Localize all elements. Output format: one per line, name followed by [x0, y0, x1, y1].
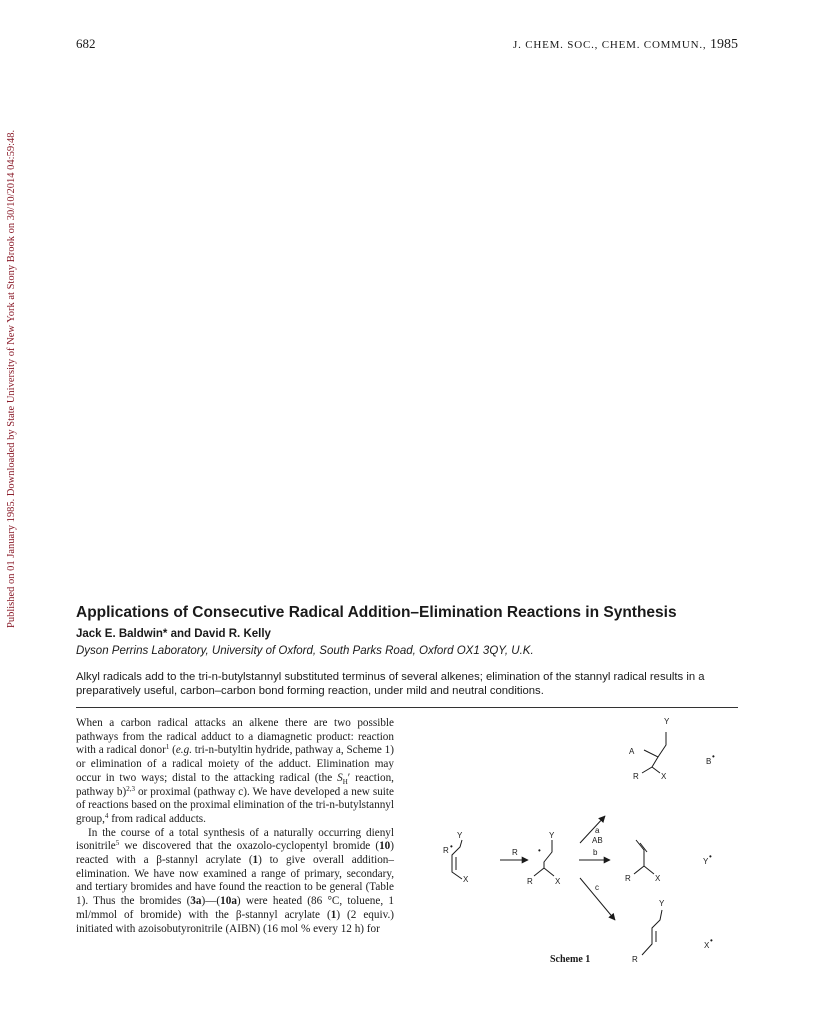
label-r-radical: R [443, 846, 449, 855]
body-paragraph-1: When a carbon radical attacks an alkene there are two possible pathways from the radical adduct to a diamagnetic product: reaction with a radical donor$^1$ (e.g. tri-n-butyltin hydride, pathway a, Scheme 1) or elimination of a radical moiety of the adduct. Elimination may occur in two ways; distal to the attacking radical (the $S_H'$ reaction, pathway b)$^{2,3}$ or proximal (pathway c). We have developed a new suite of reactions based on the proximal elimination of the tri-n-butylstannyl group,$^4$ from radical adducts. [76, 717, 394, 825]
article-abstract: Alkyl radicals add to the tri-n-butylstannyl substituted terminus of several alkenes; elimination of the stannyl radical results in a preparatively useful, carbon–carbon bond forming reaction, under mild and neutral conditions. [76, 671, 705, 697]
svg-text:•: • [450, 842, 453, 851]
label-r-product-c: R [632, 955, 638, 964]
article-affiliation: Dyson Perrins Laboratory, University of Oxford, South Parks Road, Oxford OX1 3QY, U.K. [76, 645, 534, 657]
label-x-radical: X [704, 941, 710, 950]
download-watermark: Published on 01 January 1985. Downloaded by State University of New York at Stony Brook on 30/10/2014 04:59:48. [6, 129, 17, 628]
svg-text:•: • [709, 852, 712, 861]
body-text [76, 717, 394, 936]
body-paragraph-2: In the course of a total synthesis of a naturally occurring dienyl isonitrile$^5$ we discovered that the oxazolo-cyclopentyl bromide (10) reacted with a β-stannyl acrylate (1) to give overall addition–elimination. We have now examined a range of primary, secondary, and tertiary bromides and have found the reaction to be general (Table 1). Thus the bromides (3a)—(10a) were heated (86 °C, toluene, 1 ml/mmol of bromide) with the β-stannyl acrylate (1) (2 equiv.) initiated with azoisobutyronitrile (AIBN) (16 mol % every 12 h) for [76, 826, 394, 935]
product-c-bonds [642, 910, 662, 955]
label-r-product-b: R [625, 874, 631, 883]
product-a-bonds [642, 732, 666, 773]
label-y-adduct: Y [549, 831, 555, 840]
label-r-adduct: R [527, 877, 533, 886]
label-y-product-a: Y [664, 717, 670, 726]
label-r-product-a: R [633, 772, 639, 781]
label-ab: AB [592, 836, 603, 845]
article-title: Applications of Consecutive Radical Addition–Elimination Reactions in Synthesis [76, 604, 677, 621]
scheme-caption: Scheme 1 [550, 954, 591, 965]
abstract-divider [76, 707, 738, 708]
journal-year: 1985 [710, 37, 738, 52]
label-x-reactant: X [463, 875, 469, 884]
adduct-bonds [534, 840, 554, 876]
label-y-product-c: Y [659, 899, 665, 908]
label-a-product-a: A [629, 747, 635, 756]
journal-name: J. CHEM. SOC., CHEM. COMMUN., [513, 39, 707, 51]
label-b-radical: B [706, 757, 712, 766]
label-y-reactant: Y [457, 831, 463, 840]
product-b-bonds [634, 840, 654, 874]
label-x-product-a: X [661, 772, 667, 781]
label-path-a: a [595, 826, 600, 835]
label-x-product-b: X [655, 874, 661, 883]
scheme-1-diagram [430, 712, 750, 982]
page-number: 682 [76, 36, 96, 51]
label-path-c: c [595, 883, 599, 892]
label-y-radical: Y [703, 857, 709, 866]
svg-text:•: • [538, 846, 541, 855]
running-head [513, 37, 738, 53]
alkene-bond [452, 840, 462, 879]
svg-text:•: • [712, 752, 715, 761]
svg-text:•: • [710, 936, 713, 945]
label-path-b: b [593, 848, 598, 857]
label-x-adduct: X [555, 877, 561, 886]
article-authors: Jack E. Baldwin* and David R. Kelly [76, 628, 271, 640]
label-r-arrow: R [512, 848, 518, 857]
